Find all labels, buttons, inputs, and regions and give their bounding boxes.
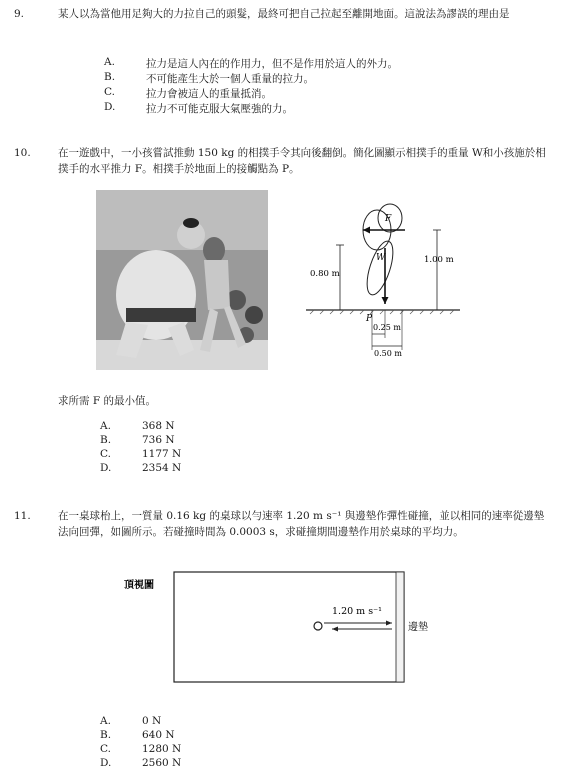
sumo-photo-illustration: [96, 190, 268, 370]
option-text: 1280 N: [142, 743, 182, 755]
height-1-00-label: 1.00 m: [424, 255, 454, 265]
billiard-top-view-diagram: [118, 566, 448, 690]
option-label: C.: [100, 743, 111, 755]
top-view-label: 頂視圖: [124, 580, 154, 591]
option-label: D.: [100, 462, 112, 474]
cushion: [396, 572, 404, 682]
question-text: 在一桌球枱上，一質量 0.16 kg 的桌球以勻速率 1.20 m s⁻¹ 與邊墊作彈性碰撞，並以相同的速率從邊墊法向回彈，如圖所示。若碰撞時間為 0.0003 s，求碰撞期間邊墊作用於桌球的平均力。: [58, 510, 545, 538]
weight-W-label: W: [376, 253, 386, 263]
option-text: 1177 N: [142, 448, 182, 460]
distance-0-25-label: 0.25 m: [373, 323, 401, 332]
height-0-80-label: 0.80 m: [310, 269, 340, 279]
option-text: 368 N: [142, 420, 175, 432]
option-label: D.: [104, 101, 116, 113]
option-text: 640 N: [142, 729, 175, 741]
pivot-P-label: P: [366, 314, 373, 324]
force-F-label: F: [385, 214, 392, 224]
cushion-label: 邊墊: [408, 622, 428, 633]
option-label: A.: [100, 715, 111, 727]
option-text: 拉力是這人內在的作用力，但不是作用於這人的外力。: [146, 58, 398, 70]
option-text: 拉力不可能克服大氣壓強的力。: [146, 103, 293, 115]
option-label: B.: [100, 434, 112, 446]
option-label: B.: [104, 71, 116, 83]
option-label: C.: [104, 86, 115, 98]
question-number: 10.: [14, 147, 31, 159]
sumo-force-diagram: [300, 188, 470, 358]
billiard-ball: [314, 622, 322, 630]
option-label: D.: [100, 757, 112, 769]
option-label: C.: [100, 448, 111, 460]
option-label: A.: [100, 420, 111, 432]
question-prompt: [58, 393, 156, 408]
speed-label: 1.20 m s⁻¹: [332, 606, 382, 617]
option-text: 2354 N: [142, 462, 182, 474]
option-text: 736 N: [142, 434, 175, 446]
ground-hatching: [310, 310, 454, 314]
prompt-text: 求所需 F 的最小值。: [58, 395, 156, 407]
option-text: 拉力會被這人的重量抵消。: [146, 88, 272, 100]
table-outline: [174, 572, 404, 682]
option-label: B.: [100, 729, 112, 741]
sumo-leg-outline: [362, 238, 398, 297]
option-text: 0 N: [142, 715, 162, 727]
question-number: 9.: [14, 8, 25, 20]
question-number: 11.: [14, 510, 31, 522]
question-text: 某人以為當他用足夠大的力拉自己的頭髮，最終可把自己拉起至離開地面。這說法為謬誤的理由是: [58, 8, 510, 20]
sumo-photo: [96, 190, 268, 370]
option-label: A.: [104, 56, 115, 68]
option-text: 2560 N: [142, 757, 182, 769]
option-text: 不可能產生大於一個人重量的拉力。: [146, 73, 314, 85]
distance-0-50-label: 0.50 m: [374, 349, 402, 358]
question-text: 在一遊戲中，一小孩嘗試推動 150 kg 的相撲手令其向後翻倒。簡化圖顯示相撲手的重量 W和小孩施於相撲手的水平推力 F。相撲手於地面上的接觸點為 P。: [58, 147, 546, 175]
